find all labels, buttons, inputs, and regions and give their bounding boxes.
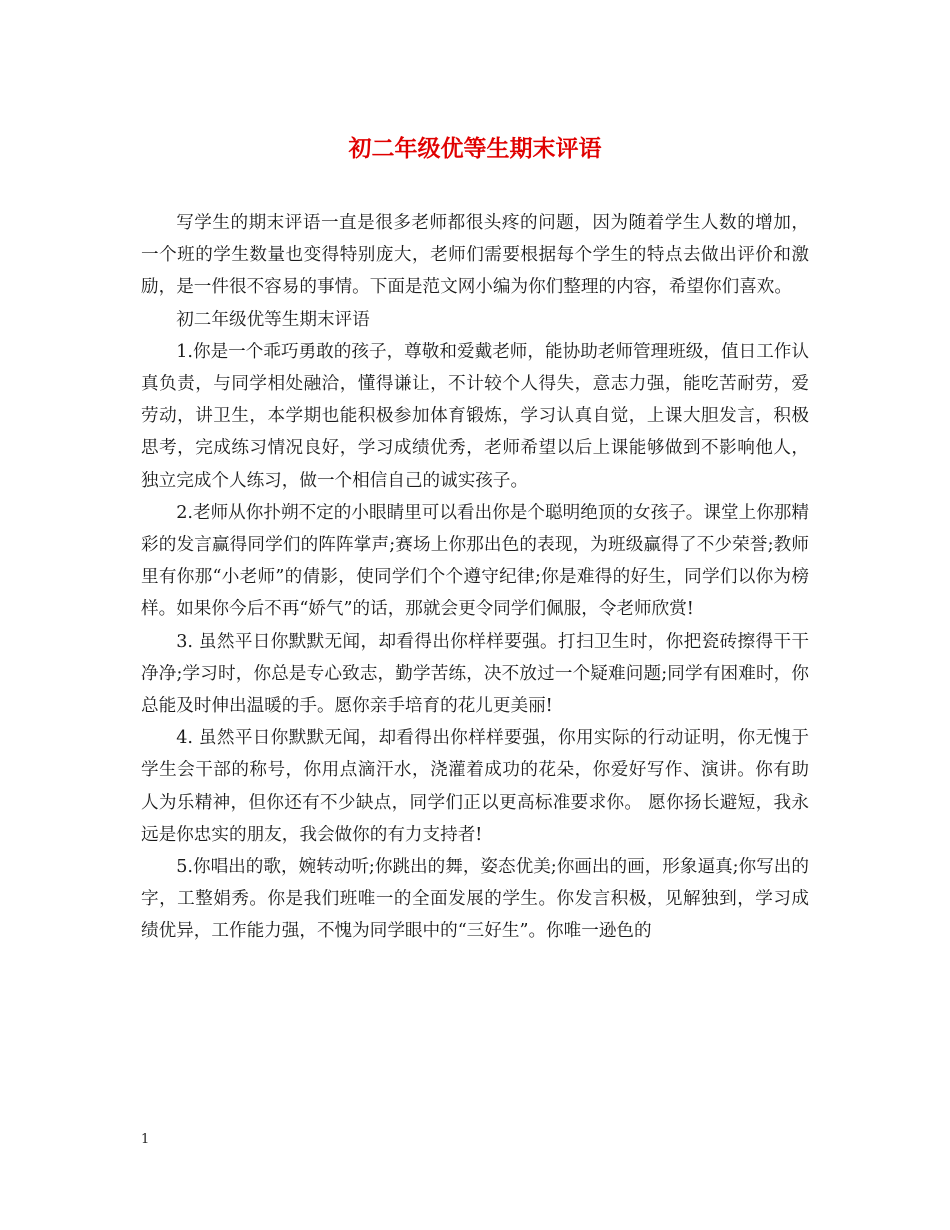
intro-paragraph: 写学生的期末评语一直是很多老师都很头疼的问题，因为随着学生人数的增加，一个班的学生数量也变得特别庞大，老师们需要根据每个学生的特点去做出评价和激励，是一件很不容易的事情。下面是范文网小编为你们整理的内容，希望你们喜欢。 — [141, 213, 809, 298]
page-number: 1 — [141, 1132, 150, 1147]
comment-paragraph-4: 4. 虽然平日你默默无闻，却看得出你样样要强，你用实际的行动证明，你无愧于学生会干部的称号，你用点滴汗水，浇灌着成功的花朵，你爱好写作、演讲。你有助人为乐精神，但你还有不少缺点，同学们正以更高标准要求你。 愿你扬长避短，我永远是你忠实的朋友，我会做你的有力支持者! — [141, 728, 809, 845]
comment-paragraph-1: 1.你是一个乖巧勇敢的孩子，尊敬和爱戴老师，能协助老师管理班级，值日工作认真负责，与同学相处融洽，懂得谦让，不计较个人得失，意志力强，能吃苦耐劳，爱劳动，讲卫生，本学期也能积极参加体育锻炼，学习认真自觉，上课大胆发言，积极思考，完成练习情况良好，学习成绩优秀，老师希望以后上课能够做到不影响他人，独立完成个人练习，做一个相信自己的诚实孩子。 — [141, 341, 809, 491]
comment-paragraph-5: 5.你唱出的歌，婉转动听;你跳出的舞，姿态优美;你画出的画，形象逼真;你写出的字，工整娟秀。你是我们班唯一的全面发展的学生。你发言积极，见解独到，学习成绩优异，工作能力强，不愧为同学眼中的“三好生”。你唯一逊色的 — [141, 857, 809, 942]
comment-paragraph-3: 3. 虽然平日你默默无闻，却看得出你样样要强。打扫卫生时，你把瓷砖擦得干干净净;学习时，你总是专心致志，勤学苦练，决不放过一个疑难问题;同学有困难时，你总能及时伸出温暖的手。愿你亲手培育的花儿更美丽! — [141, 631, 809, 717]
section-heading: 初二年级优等生期末评语 — [176, 309, 370, 330]
document-title: 初二年级优等生期末评语 — [348, 135, 602, 162]
document-body — [141, 207, 809, 948]
comment-paragraph-2: 2.老师从你扑朔不定的小眼睛里可以看出你是个聪明绝顶的女孩子。课堂上你那精彩的发言赢得同学们的阵阵掌声;赛场上你那出色的表现，为班级赢得了不少荣誉;教师里有你那“小老师”的倩影，使同学们个个遵守纪律;你是难得的好生，同学们以你为榜样。如果你今后不再“娇气”的话，那就会更令同学们佩服，令老师欣赏! — [141, 502, 809, 620]
